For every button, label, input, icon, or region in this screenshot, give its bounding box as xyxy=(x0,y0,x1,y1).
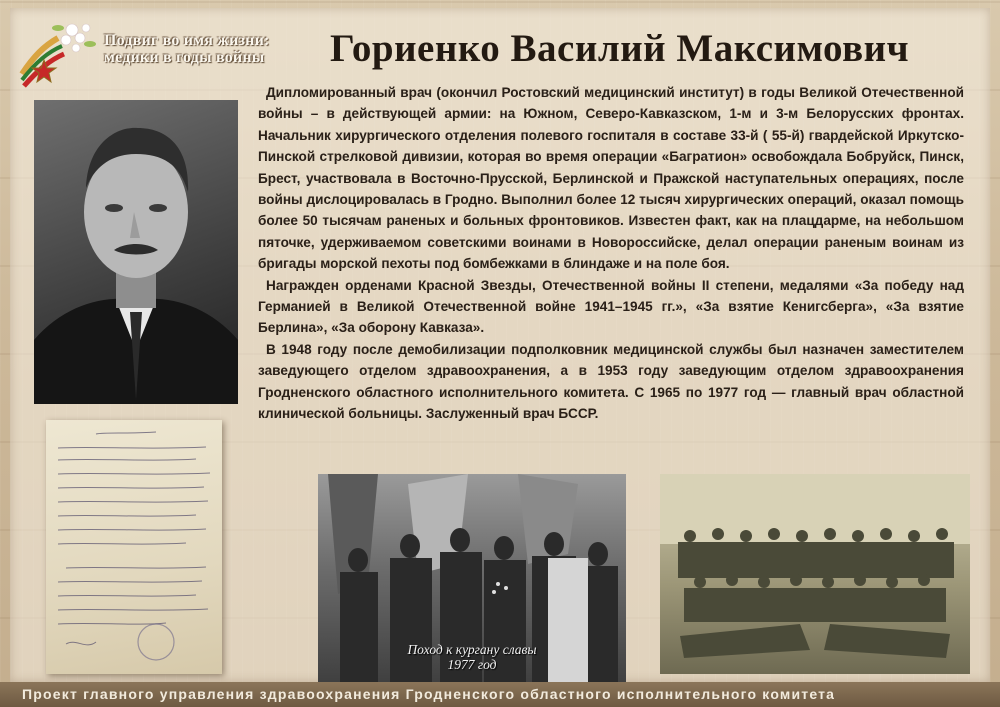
biography-text xyxy=(258,82,964,425)
photo-caption xyxy=(318,642,626,672)
page-title: Гориенко Василий Максимович xyxy=(330,27,910,70)
portrait-image xyxy=(34,100,238,404)
bio-paragraph-1: Дипломированный врач (окончил Ростовский медицинский институт) в годы Великой Отечественной войны – в действующей армии: на Южном, Северо-Кавказском, 1-м и 3-м Белорусских фронтах. Начальник хирургического отделения полевого госпиталя в составе 33-й ( 55-й) гвардейской Иркутско-Пинской стрелковой дивизии, которая во время операции «Багратион» освобождала Бобруйск, Пинск, Брест, участвовала в Восточно-Прусской, Берлинской и Пражской наступательных операциях, после войны дислоцировалась в Гродно. Выполнил более 12 тысяч хирургических операций, оказал помощь более 50 тысячам раненых и больных фронтовиков. Известен факт, как на плацдарме, на небольшом пяточке, удерживаемом советскими воинами в Новороссийске, делал операции раненым воинам из бригады морской пехоты под бомбежками в блиндаже и на поле боя. xyxy=(258,85,964,272)
footer-text: Проект главного управления здравоохранения Гродненского областного исполнительного комитета xyxy=(22,686,836,702)
group-photo xyxy=(660,474,970,674)
group-photo-image xyxy=(660,474,970,674)
march-photo xyxy=(318,474,626,682)
photo-caption-line-2: 1977 год xyxy=(447,657,497,672)
exhibition-subtitle xyxy=(104,32,324,66)
handwritten-document-image xyxy=(46,420,222,674)
photo-caption-line-1: Поход к кургану славы xyxy=(407,642,537,657)
portrait-photo xyxy=(34,100,238,404)
archival-document xyxy=(46,420,222,674)
bio-paragraph-2: Награжден орденами Красной Звезды, Отечественной войны II степени, медалями «За победу над Германией в Великой Отечественной войне 1941–1945 гг.», «За взятие Кенигсберга», «За взятие Берлина», «За оборону Кавказа». xyxy=(258,277,964,336)
footer-bar xyxy=(0,682,1000,707)
subtitle-line-1: Подвиг во имя жизни: xyxy=(104,32,270,49)
victory-emblem-icon xyxy=(14,16,104,96)
subtitle-line-2: медики в годы войны xyxy=(104,49,265,66)
bio-paragraph-3: В 1948 году после демобилизации подполковник медицинской службы был назначен заместителем заведующего отделом здравоохранения, а в 1953 году заведующим отделом здравоохранения Гродненского областного исполнительного комитета. С 1965 по 1977 год — главный врач областной клинической больницы. Заслуженный врач БССР. xyxy=(258,341,964,422)
